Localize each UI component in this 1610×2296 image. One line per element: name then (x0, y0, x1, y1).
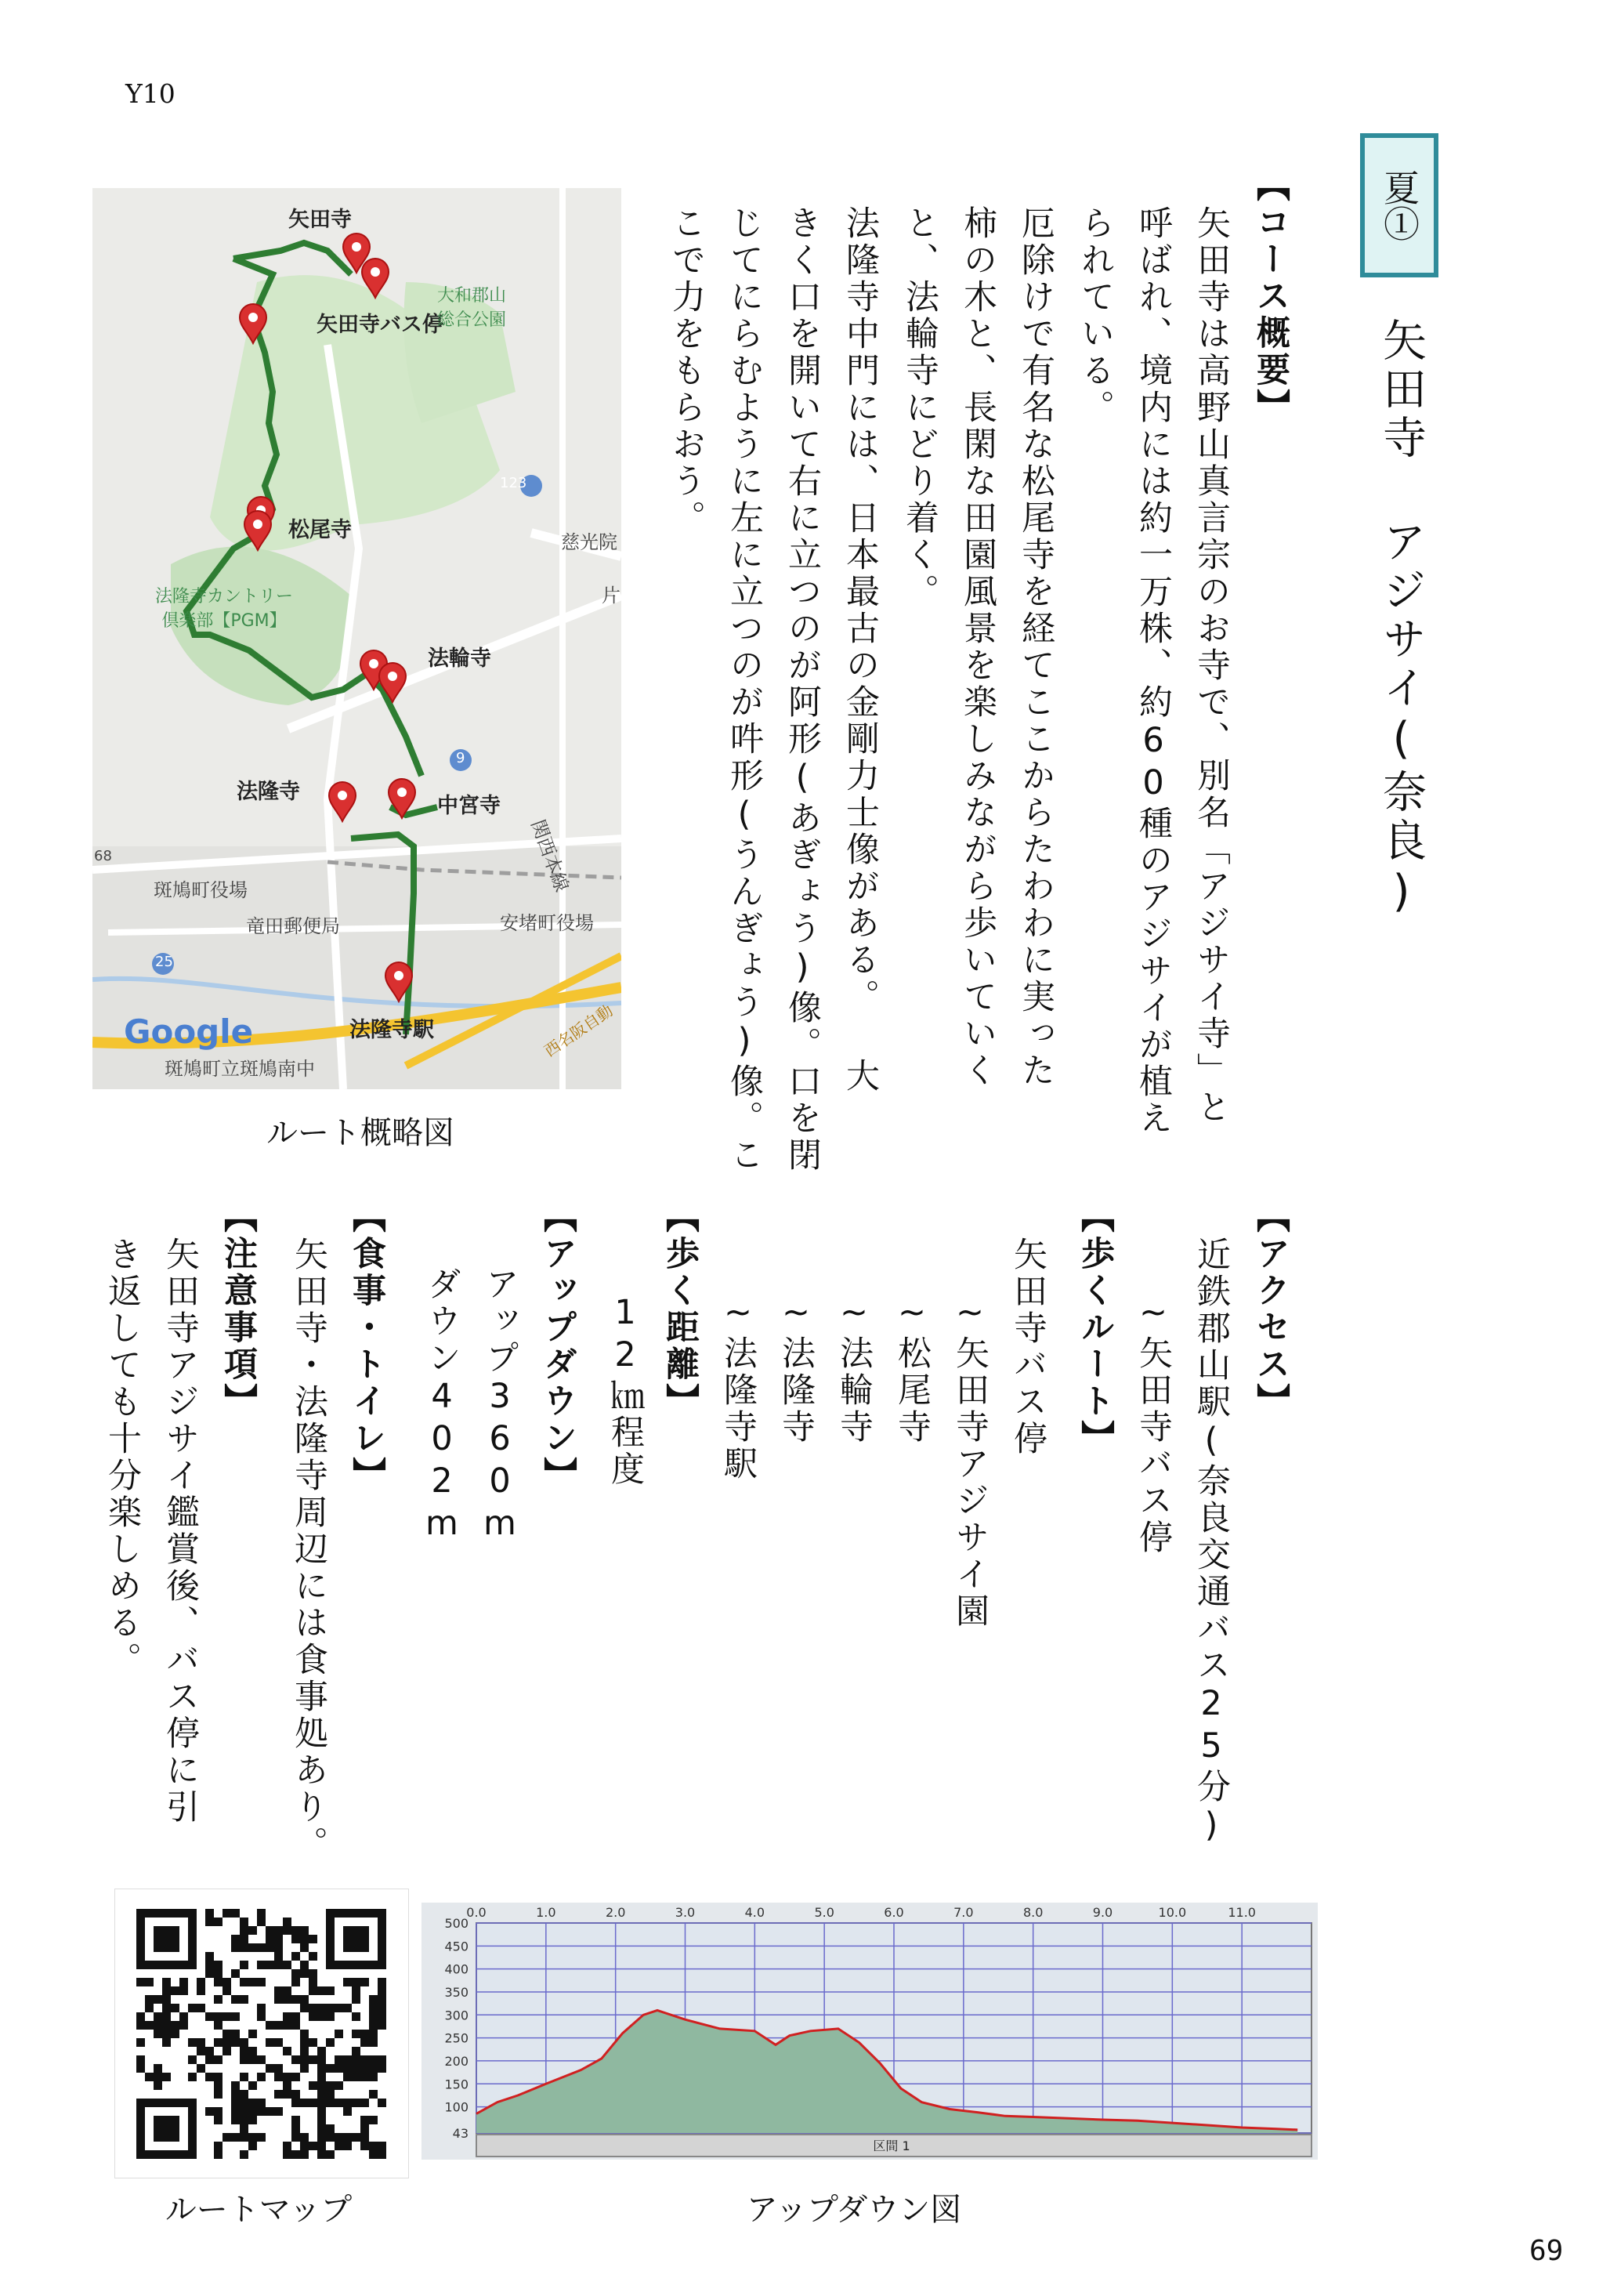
updown-down: ダウン402m (422, 1266, 461, 1546)
y-tick-label: 500 (444, 1916, 469, 1931)
route-item: ~法隆寺駅 (718, 1293, 758, 1483)
map-label-school: 斑鳩町立斑鳩南中 (165, 1058, 315, 1080)
route-heading: 【歩くルート】 (1076, 1199, 1115, 1457)
page-number: 69 (1529, 2235, 1564, 2267)
qr-code[interactable] (114, 1889, 409, 2178)
overview-line: 呼ばれ、境内には約一万株、約60種のアジサイが植え (1134, 205, 1173, 1137)
route-item: 矢田寺バス停 (1008, 1237, 1047, 1458)
overview-line: きく口を開いて右に立つのが阿形(あぎょう)像。口を閉 (783, 205, 822, 1174)
access-heading: 【アクセス】 (1251, 1199, 1290, 1420)
map-pin-icon (238, 302, 268, 348)
y-tick-label: 150 (444, 2077, 469, 2092)
y-tick-label: 100 (444, 2099, 469, 2115)
y-tick-label: 400 (444, 1961, 469, 1977)
map-pin-icon (387, 777, 417, 823)
y-tick-label: 250 (444, 2030, 469, 2046)
x-tick-label: 7.0 (953, 1905, 974, 1920)
distance-heading: 【歩く距離】 (660, 1199, 700, 1420)
route-item: ~法隆寺 (776, 1293, 816, 1446)
profile-caption: アップダウン図 (746, 2192, 962, 2228)
map-label-ikaruga-office: 斑鳩町役場 (154, 879, 248, 901)
overview-line: 柿の木と、長閑な田園風景を楽しみながら歩いていく (958, 205, 997, 1089)
x-tick-label: 4.0 (744, 1905, 765, 1920)
route-25-label: 25 (155, 954, 173, 970)
map-pin-icon (378, 661, 407, 707)
route-123-label: 123 (500, 475, 527, 491)
x-tick-label: 0.0 (466, 1905, 487, 1920)
access-line: ~矢田寺バス停 (1134, 1293, 1173, 1556)
notes-heading: 【注意事項】 (219, 1199, 258, 1420)
x-tick-label: 8.0 (1022, 1905, 1044, 1920)
elevation-profile (421, 1903, 1318, 2160)
overview-line: 法隆寺中門には、日本最古の金剛力士像がある。 大 (841, 205, 880, 1095)
food-text: 矢田寺・法隆寺周辺には食事処あり。 (289, 1237, 328, 1863)
season-label: 夏① (1378, 169, 1420, 241)
notes-line: き返しても十分楽しめる。 (103, 1237, 142, 1679)
x-tick-label: 10.0 (1158, 1905, 1187, 1920)
elevation-chart (421, 1903, 1318, 2160)
map-label-matsuo: 松尾寺 (288, 518, 352, 542)
map-pin-icon (384, 961, 414, 1006)
map-label-golf: 法隆寺カントリー 倶楽部【PGM】 (155, 587, 294, 631)
map-label-horyu-station: 法隆寺駅 (349, 1018, 434, 1042)
map-label-horyu: 法隆寺 (237, 780, 300, 804)
season-badge (1360, 133, 1438, 277)
qr-caption: ルートマップ (165, 2192, 353, 2228)
x-tick-label: 2.0 (605, 1905, 626, 1920)
access-line: 近鉄郡山駅(奈良交通バス25分) (1192, 1237, 1231, 1848)
section-label: 区間 1 (873, 2138, 910, 2153)
overview-heading: 【コース概要】 (1251, 168, 1290, 426)
route-item: ~矢田寺アジサイ園 (950, 1293, 990, 1630)
overview-line: 厄除けで有名な松尾寺を経てここからたわわに実った (1016, 205, 1055, 1089)
x-tick-label: 6.0 (884, 1905, 904, 1920)
overview-line: と、法輪寺にどり着く。 (900, 205, 939, 610)
y-tick-label: 450 (444, 1939, 469, 1954)
map-label-yata: 矢田寺 (288, 208, 352, 232)
map-label-jikoin: 慈光院 (561, 531, 617, 553)
y-tick-label: 43 (452, 2126, 469, 2141)
overview-line: 矢田寺は高野山真言宗のお寺で、別名「アジサイ寺」と (1192, 205, 1231, 1126)
map-pin-icon (327, 780, 357, 826)
page-title: 矢田寺 アジサイ(奈良) (1376, 317, 1427, 922)
x-tick-label: 1.0 (536, 1905, 556, 1920)
notes-line: 矢田寺アジサイ鑑賞後、バス停に引 (161, 1237, 200, 1826)
updown-up: アップ360m (480, 1266, 519, 1546)
map-caption: ルート概略図 (266, 1115, 454, 1151)
overview-line: じてにらむように左に立つのが吽形(うんぎょう)像。こ (725, 205, 764, 1174)
map-pin-icon (243, 509, 273, 555)
map-label-kata: 片 (602, 585, 620, 607)
food-heading: 【食事・トイレ】 (347, 1199, 386, 1494)
route-168-label: 68 (94, 848, 112, 864)
document-code: Y10 (125, 78, 175, 109)
map-label-tatsuta-post: 竜田郵便局 (246, 915, 340, 937)
distance-value: 12㎞程度 (606, 1293, 645, 1488)
map-pin-icon (360, 257, 390, 302)
map-label-ando-office: 安堵町役場 (500, 912, 594, 934)
x-tick-label: 3.0 (675, 1905, 696, 1920)
map-label-chugu: 中宮寺 (437, 794, 501, 818)
route-item: ~法輪寺 (834, 1293, 874, 1446)
overview-line: られている。 (1076, 205, 1115, 426)
map-label-park: 大和郡山 総合公園 (437, 286, 507, 330)
map-label-nishimeihan: 西名阪自動 (541, 1001, 617, 1061)
map-label-horin: 法輪寺 (428, 646, 491, 671)
google-logo: Google (124, 1012, 254, 1051)
map-label-kansai-line: 関西本線 (526, 817, 573, 895)
x-tick-label: 9.0 (1092, 1905, 1113, 1920)
route-9-label: 9 (456, 750, 465, 766)
qr-code-image (114, 1889, 409, 2178)
overview-line: こで力をもらおう。 (667, 205, 706, 537)
y-tick-label: 200 (444, 2053, 469, 2069)
map-label-yata-bus: 矢田寺バス停 (317, 313, 443, 337)
x-tick-label: 11.0 (1228, 1905, 1256, 1920)
y-tick-label: 350 (444, 1984, 469, 2000)
y-tick-label: 300 (444, 2008, 469, 2023)
route-item: ~松尾寺 (892, 1293, 932, 1446)
route-map (92, 188, 621, 1089)
updown-heading: 【アップダウン】 (538, 1199, 577, 1494)
x-tick-label: 5.0 (814, 1905, 834, 1920)
